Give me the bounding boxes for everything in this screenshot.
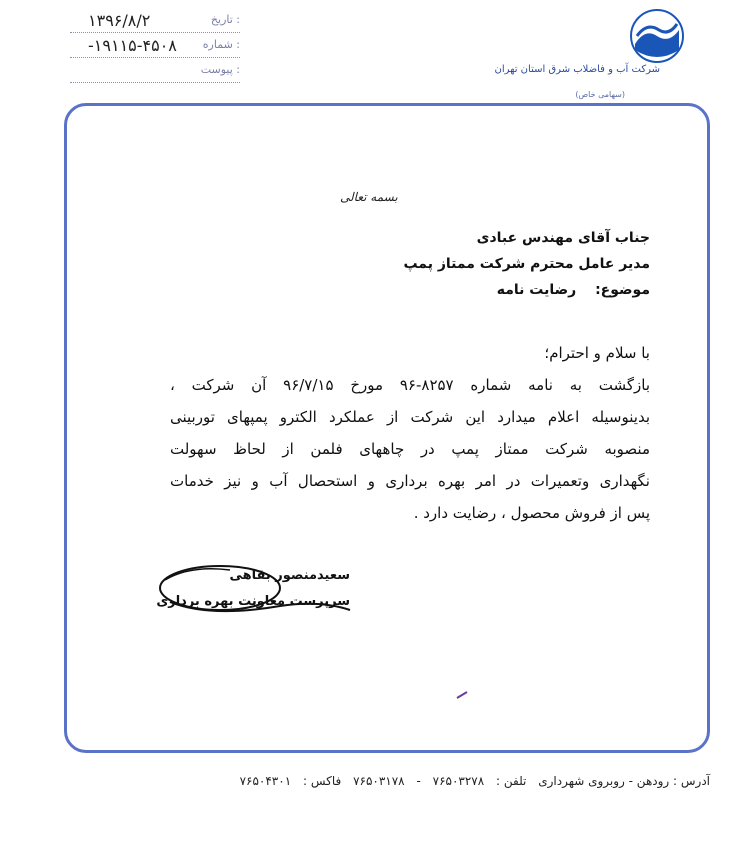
logo-caption: شرکت آب و فاضلاب شرق استان تهران [494,64,660,75]
letter-meta [70,10,240,85]
company-logo [494,6,705,101]
subject-value: رضایت نامه [496,282,577,298]
attachment-row [70,60,240,83]
attachment-label: پیوست : [200,63,240,76]
signatory-title: سرپرست معاونت بهره برداری [156,594,350,609]
letter-body [170,372,650,532]
recipient-block [320,230,650,282]
footer-phone-2: ۷۶۵۰۳۱۷۸ [353,774,405,788]
greeting: با سلام و احترام؛ [544,344,650,362]
recipient-name: جناب آقای مهندس عبادی [476,230,650,246]
date-value: ۱۳۹۶/۸/۲ [88,11,151,30]
subject [497,282,650,298]
body-line: منصوبه شرکت ممتاز پمپ در چاههای فلمن از لحاظ سهولت [170,440,650,458]
body-line: بدینوسیله اعلام میدارد این شرکت از عملکرد الکترو پمپهای توربینی [170,408,650,426]
subject-label: موضوع: [595,282,650,298]
footer-phone-label: تلفن : [496,774,527,788]
footer-fax-label: فاکس : [302,774,342,788]
footer-phone-1: ۷۶۵۰۳۲۷۸ [432,774,485,788]
footer-address: آدرس : رودهن - روبروی شهرداری [538,774,710,788]
number-label: شماره : [202,38,240,51]
number-row [70,35,240,58]
body-line: نگهداری وتعمیرات در امر بهره برداری و استحصال آب و نیز خدمات [170,472,650,490]
date-label: تاریخ : [210,13,240,26]
ink-mark-icon [455,690,469,700]
signatory-name: سعیدمنصور بقاهی [229,568,350,583]
basmala: بسمه تعالی [340,190,398,204]
logo-subcaption: (سهامی خاص) [575,90,625,99]
recipient-title: مدیر عامل محترم شرکت ممتاز پمپ [403,256,650,272]
number-value: ۱۹۱۱۵-۴۵۰۸- [88,36,177,55]
body-line: پس از فروش محصول ، رضایت دارد . [413,504,650,522]
footer-fax: ۷۶۵۰۴۳۰۱ [239,774,292,788]
date-row [70,10,240,33]
water-drop-logo-icon [565,6,705,66]
footer-contact: آدرس : رودهن - روبروی شهرداری تلفن : ۷۶۵۰۳۲۷۸ - ۷۶۵۰۳۱۷۸ فاکس : ۷۶۵۰۴۳۰۱ [239,774,710,788]
body-line: بازگشت به نامه شماره ۸۲۵۷-۹۶ مورخ ۹۶/۷/۱۵ آن شرکت ، [170,376,651,394]
signature-block [150,560,390,620]
